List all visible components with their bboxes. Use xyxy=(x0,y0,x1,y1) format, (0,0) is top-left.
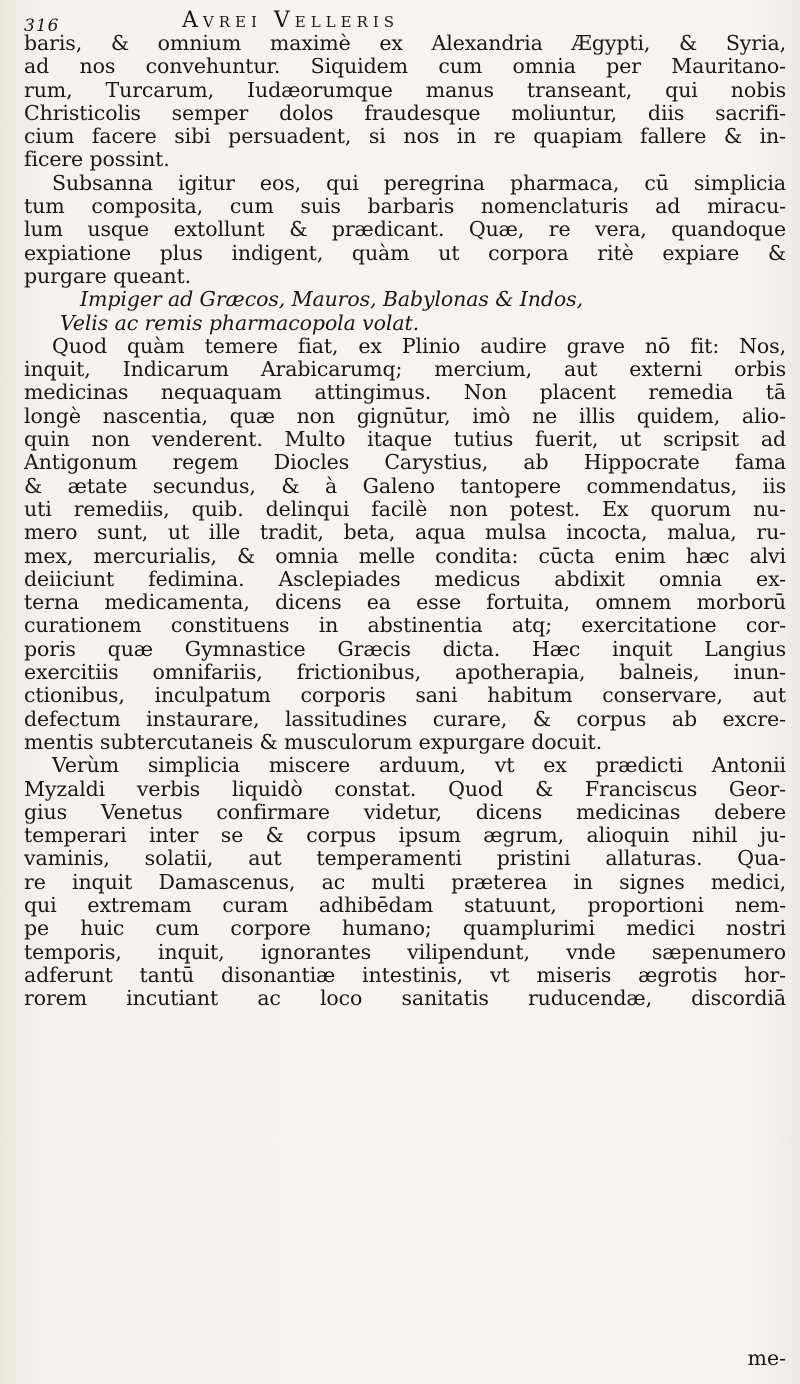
text-line: defectum instaurare, lassitudines curare, & corpus ab excre- xyxy=(24,707,786,731)
text-line: ctionibus, inculpatum corporis sani habitum conservare, aut xyxy=(24,684,786,708)
text-line: qui extremam curam adhibēdam statuunt, proportioni nem- xyxy=(24,893,786,917)
text-line: Antigonum regem Diocles Carystius, ab Hippocrate fama xyxy=(24,451,786,475)
text-line: medicinas nequaquam attingimus. Non placent remedia tā xyxy=(24,381,786,405)
page-number: 316 xyxy=(24,16,60,36)
text-line: & ætate secundus, & à Galeno tantopere commendatus, iis xyxy=(24,474,786,498)
text-line: lum usque extollunt & prædicant. Quæ, re vera, quandoque xyxy=(24,218,786,242)
text-line: adferunt tantū disonantiæ intestinis, vt miseris ægrotis hor- xyxy=(24,963,786,987)
text-line: vaminis, solatii, aut temperamenti pristini allaturas. Qua- xyxy=(24,847,786,871)
text-line: deiiciunt fedimina. Asclepiades medicus abdixit omnia ex- xyxy=(24,567,786,591)
text-line: Subsanna igitur eos, qui peregrina pharmaca, cū simplicia xyxy=(52,171,786,195)
text-line: Verùm simplicia miscere arduum, vt ex prædicti Antonii xyxy=(52,754,786,778)
text-line: uti remediis, quib. delinqui facilè non potest. Ex quorum nu- xyxy=(24,497,786,521)
text-line: mero sunt, ut ille tradit, beta, aqua mulsa incocta, malua, ru- xyxy=(24,521,786,545)
text-line: ficere possint. xyxy=(24,148,170,172)
text-line: mentis subtercutaneis & musculorum expurgare docuit. xyxy=(24,730,603,754)
text-line: temporis, inquit, ignorantes vilipendunt, vnde sæpenumero xyxy=(24,940,786,964)
text-line: Myzaldi verbis liquidò constat. Quod & Franciscus Geor- xyxy=(24,777,786,801)
text-line: rorem incutiant ac loco sanitatis ruducendæ, discordiā xyxy=(24,987,786,1011)
text-line: pe huic cum corpore humano; quamplurimi medici nostri xyxy=(24,917,786,941)
text-line: temperari inter se & corpus ipsum ægrum, alioquin nihil ju- xyxy=(24,824,786,848)
text-line: baris, & omnium maximè ex Alexandria Ægypti, & Syria, xyxy=(24,32,786,55)
text-line: Christicolis semper dolos fraudesque moliuntur, diis sacrifi- xyxy=(24,101,786,125)
catchword: me- xyxy=(747,1346,786,1370)
text-line: re inquit Damascenus, ac multi præterea in signes medici, xyxy=(24,870,786,894)
text-line: gius Venetus confirmare videtur, dicens medicinas debere xyxy=(24,800,786,824)
text-line: poris quæ Gymnastice Græcis dicta. Hæc inquit Langius xyxy=(24,637,786,661)
verse-line: Impiger ad Græcos, Mauros, Babylonas & Indos, xyxy=(80,288,583,312)
running-title: Avrei Velleris xyxy=(182,8,400,33)
text-line: longè nascentia, quæ non gignūtur, imò ne illis quidem, alio- xyxy=(24,404,786,428)
text-line: quin non venderent. Multo itaque tutius fuerit, ut scripsit ad xyxy=(24,428,786,452)
text-line: expiatione plus indigent, quàm ut corpora ritè expiare & xyxy=(24,241,786,265)
text-line: purgare queant. xyxy=(24,264,192,288)
text-line: tum composita, cum suis barbaris nomenclaturis ad miracu- xyxy=(24,195,786,219)
body-text xyxy=(24,32,786,1010)
text-line: curationem constituens in abstinentia atq; exercitatione cor- xyxy=(24,614,786,638)
text-line: inquit, Indicarum Arabicarumq; mercium, aut externi orbis xyxy=(24,358,786,382)
text-line: mex, mercurialis, & omnia melle condita: cūcta enim hæc alvi xyxy=(24,544,786,568)
text-line: cium facere sibi persuadent, si nos in re quapiam fallere & in- xyxy=(24,125,786,149)
text-line: terna medicamenta, dicens ea esse fortuita, omnem morborū xyxy=(24,591,786,615)
text-line: exercitiis omnifariis, frictionibus, apotherapia, balneis, inun- xyxy=(24,661,786,685)
text-line: Quod quàm temere fiat, ex Plinio audire grave nō fit: Nos, xyxy=(52,334,786,358)
text-line: rum, Turcarum, Iudæorumque manus transeant, qui nobis xyxy=(24,78,786,102)
verse-line: Velis ac remis pharmacopola volat. xyxy=(60,311,420,335)
text-line: ad nos convehuntur. Siquidem cum omnia per Mauritano- xyxy=(24,55,786,79)
